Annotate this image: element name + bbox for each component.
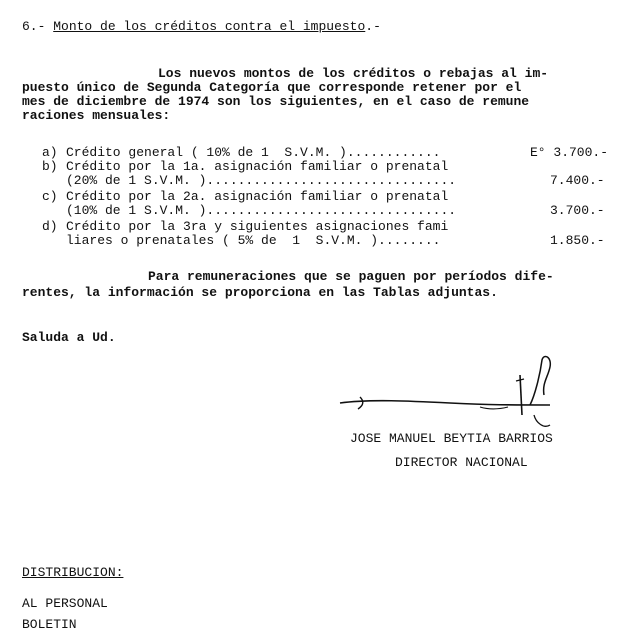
credit-c-text-2: (10% de 1 S.V.M. )................................ [66,203,457,218]
credit-b-text-1: Crédito por la 1a. asignación familiar o prenatal [66,159,449,174]
credit-d-text-2: liares o prenatales ( 5% de 1 S.V.M. )........ [66,233,441,248]
credit-a-amount: E° 3.700.- [530,145,609,160]
credit-b-text-2: (20% de 1 S.V.M. )................................ [66,173,457,188]
section-heading [22,20,381,34]
credit-c-amount: 3.700.- [550,203,605,218]
intro-line-4: raciones mensuales: [22,108,171,123]
credit-a-text: Crédito general ( 10% de 1 S.V.M. )............ [66,145,441,160]
section-title: Monto de los créditos contra el impuesto [53,19,366,34]
signatory-name: JOSE MANUEL BEYTIA BARRIOS [350,431,553,446]
credit-b-amount: 7.400.- [550,173,605,188]
closing-line-1: Para remuneraciones que se paguen por períodos dife- [148,269,554,284]
intro-line-1: Los nuevos montos de los créditos o rebajas al im- [158,66,549,81]
credit-d-amount: 1.850.- [550,233,605,248]
intro-line-2: puesto único de Segunda Categoría que corresponde retener por el [22,80,522,95]
greeting: Saluda a Ud. [22,330,116,345]
signatory-role: DIRECTOR NACIONAL [395,455,528,470]
credit-a-label: a) [42,145,58,160]
distribution-item-1: AL PERSONAL [22,596,108,611]
credit-b-label: b) [42,159,58,174]
section-number: 6.- [22,19,46,34]
credit-c-label: c) [42,189,58,204]
intro-line-3: mes de diciembre de 1974 son los siguientes, en el caso de remune [22,94,530,109]
handwritten-signature [330,355,590,435]
credit-d-label: d) [42,219,58,234]
credit-c-text-1: Crédito por la 2a. asignación familiar o prenatal [66,189,449,204]
distribution-title: DISTRIBUCION: [22,565,124,580]
distribution-item-2: BOLETIN [22,617,77,632]
credit-d-text-1: Crédito por la 3ra y siguientes asignaciones fami [66,219,449,234]
closing-line-2: rentes, la información se proporciona en las Tablas adjuntas. [22,285,498,300]
section-title-suffix: .- [365,19,381,34]
